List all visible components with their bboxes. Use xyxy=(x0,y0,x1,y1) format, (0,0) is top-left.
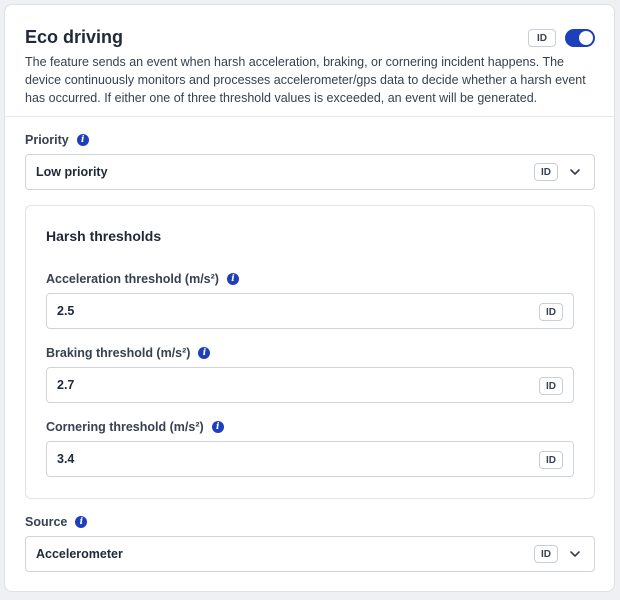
eco-driving-card xyxy=(4,4,615,592)
chevron-down-icon[interactable] xyxy=(570,549,580,559)
acceleration-info-icon[interactable]: i xyxy=(227,273,239,285)
acceleration-threshold-value[interactable]: 2.5 xyxy=(57,304,75,318)
source-select-value: Accelerometer xyxy=(36,547,123,561)
harsh-thresholds-title: Harsh thresholds xyxy=(46,228,162,244)
priority-id-badge[interactable]: ID xyxy=(534,163,558,181)
source-label-row xyxy=(25,515,87,529)
cornering-label-row xyxy=(46,420,224,434)
toggle-knob xyxy=(579,31,593,45)
braking-info-icon[interactable]: i xyxy=(198,347,210,359)
acceleration-threshold-input[interactable] xyxy=(46,293,574,329)
priority-label-row xyxy=(25,133,89,147)
cornering-info-icon[interactable]: i xyxy=(212,421,224,433)
source-info-icon[interactable]: i xyxy=(75,516,87,528)
braking-id-badge[interactable]: ID xyxy=(539,377,563,395)
priority-select-value: Low priority xyxy=(36,165,108,179)
feature-id-badge[interactable]: ID xyxy=(528,29,556,47)
braking-threshold-label: Braking threshold (m/s²) xyxy=(46,346,191,360)
cornering-id-badge[interactable]: ID xyxy=(539,451,563,469)
chevron-down-icon[interactable] xyxy=(570,167,580,177)
braking-threshold-value[interactable]: 2.7 xyxy=(57,378,75,392)
acceleration-threshold-label: Acceleration threshold (m/s²) xyxy=(46,272,219,286)
feature-enable-toggle[interactable] xyxy=(565,29,595,47)
harsh-thresholds-group xyxy=(25,205,595,499)
cornering-threshold-value[interactable]: 3.4 xyxy=(57,452,75,466)
feature-description: The feature sends an event when harsh acceleration, braking, or cornering incident happens. The device continuously monitors and processes accelerometer/gps data to decide whether a harsh event has occurred. If either one of three threshold values is exceeded, an event will be generated. xyxy=(25,55,586,105)
acceleration-id-badge[interactable]: ID xyxy=(539,303,563,321)
source-label: Source xyxy=(25,515,68,529)
card-header xyxy=(5,5,614,117)
priority-select[interactable] xyxy=(25,154,595,190)
feature-title: Eco driving xyxy=(25,27,124,47)
priority-label: Priority xyxy=(25,133,69,147)
braking-threshold-input[interactable] xyxy=(46,367,574,403)
source-select[interactable] xyxy=(25,536,595,572)
priority-info-icon[interactable]: i xyxy=(77,134,89,146)
acceleration-label-row xyxy=(46,272,239,286)
source-id-badge[interactable]: ID xyxy=(534,545,558,563)
cornering-threshold-input[interactable] xyxy=(46,441,574,477)
cornering-threshold-label: Cornering threshold (m/s²) xyxy=(46,420,204,434)
braking-label-row xyxy=(46,346,210,360)
